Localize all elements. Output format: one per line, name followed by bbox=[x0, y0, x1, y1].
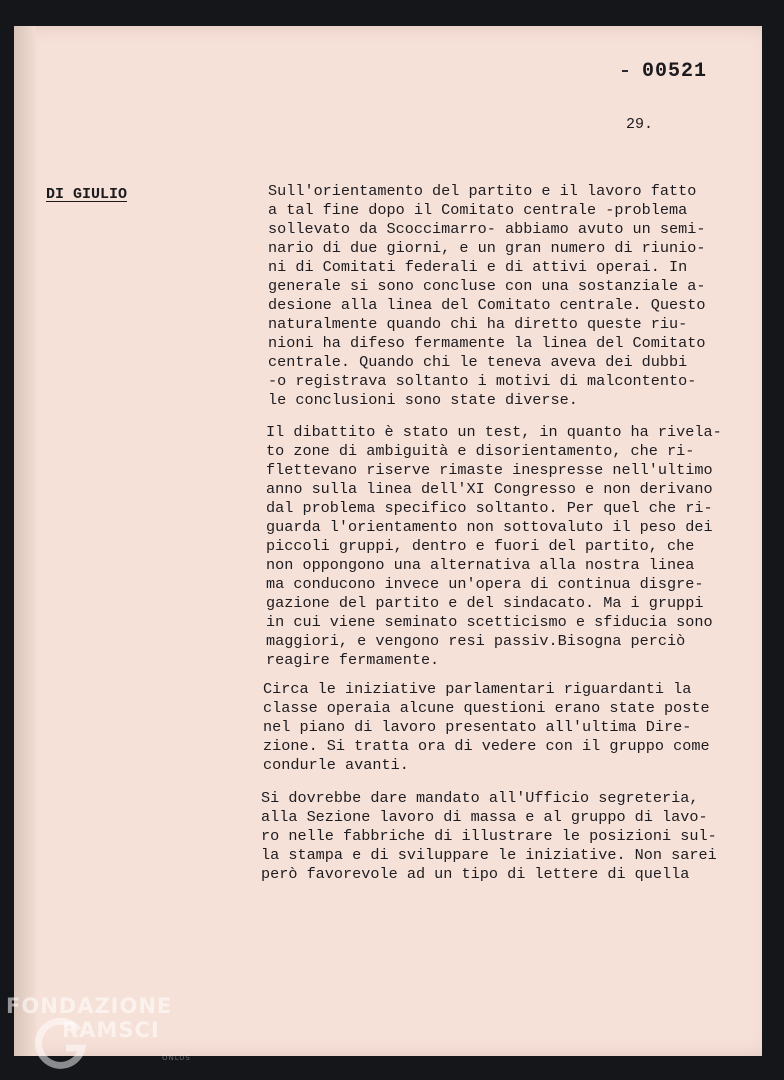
text-line: Sull'orientamento del partito e il lavoro fatto bbox=[268, 182, 697, 200]
text-line: guarda l'orientamento non sottovaluto il peso dei bbox=[266, 518, 713, 536]
text-line: ni di Comitati federali e di attivi operai. In bbox=[268, 258, 688, 276]
text-line: piccoli gruppi, dentro e fuori del partito, che bbox=[266, 537, 695, 555]
text-line: Si dovrebbe dare mandato all'Ufficio segreteria, bbox=[261, 789, 699, 807]
paragraph-2 bbox=[266, 423, 756, 670]
text-line: desione alla linea del Comitato centrale. Questo bbox=[268, 296, 706, 314]
watermark-line2: RAMSCI bbox=[62, 1018, 160, 1042]
watermark-line1: FONDAZIONE bbox=[6, 994, 173, 1018]
fondazione-gramsci-watermark bbox=[4, 992, 204, 1078]
text-line: dal problema specifico soltanto. Per quel che ri- bbox=[266, 499, 713, 517]
text-line: to zone di ambiguità e disorientamento, che ri- bbox=[266, 442, 695, 460]
paragraph-4 bbox=[261, 789, 751, 884]
text-line: nel piano di lavoro presentato all'ultima Dire- bbox=[263, 718, 692, 736]
text-line: flettevano riserve rimaste inespresse nell'ultimo bbox=[266, 461, 713, 479]
text-line: gazione del partito e del sindacato. Ma i gruppi bbox=[266, 594, 704, 612]
text-line: ro nelle fabbriche di illustrare le posizioni sul- bbox=[261, 827, 717, 845]
text-line: classe operaia alcune questioni erano state poste bbox=[263, 699, 710, 717]
text-line: alla Sezione lavoro di massa e al gruppo di lavo- bbox=[261, 808, 708, 826]
page-binding-edge bbox=[14, 26, 36, 1056]
text-line: nioni ha difeso fermamente la linea del Comitato bbox=[268, 334, 706, 352]
text-line: le conclusioni sono state diverse. bbox=[268, 391, 578, 409]
page-number: 29. bbox=[626, 116, 654, 133]
text-line: in cui viene seminato scetticismo e sfiducia sono bbox=[266, 613, 713, 631]
text-line: condurle avanti. bbox=[263, 756, 409, 774]
paragraph-1 bbox=[268, 182, 758, 410]
text-line: Circa le iniziative parlamentari riguardanti la bbox=[263, 680, 692, 698]
text-line: maggiori, e vengono resi passiv.Bisogna perciò bbox=[266, 632, 686, 650]
text-line: nario di due giorni, e un gran numero di riunio- bbox=[268, 239, 706, 257]
text-line: zione. Si tratta ora di vedere con il gruppo come bbox=[263, 737, 710, 755]
document-page bbox=[14, 26, 762, 1056]
document-number: 00521 bbox=[642, 60, 708, 83]
text-line: però favorevole ad un tipo di lettere di quella bbox=[261, 865, 690, 883]
text-line: a tal fine dopo il Comitato centrale -problema bbox=[268, 201, 688, 219]
text-line: Il dibattito è stato un test, in quanto ha rivela- bbox=[266, 423, 722, 441]
text-line: sollevato da Scoccimarro- abbiamo avuto un semi- bbox=[268, 220, 706, 238]
text-line: generale si sono concluse con una sostanziale a- bbox=[268, 277, 706, 295]
text-line: non oppongono una alternativa alla nostra linea bbox=[266, 556, 695, 574]
text-line: reagire fermamente. bbox=[266, 651, 440, 669]
text-line: -o registrava soltanto i motivi di malcontento- bbox=[268, 372, 697, 390]
text-line: la stampa e di sviluppare le iniziative. Non sarei bbox=[261, 846, 717, 864]
text-line: centrale. Quando chi le teneva aveva dei dubbi bbox=[268, 353, 688, 371]
watermark-sub: ONLUS bbox=[162, 1054, 191, 1062]
doc-number-dash bbox=[622, 70, 628, 72]
text-line: ma conducono invece un'opera di continua disgre- bbox=[266, 575, 704, 593]
text-line: naturalmente quando chi ha diretto queste riu- bbox=[268, 315, 688, 333]
paragraph-3 bbox=[263, 680, 753, 775]
text-line: anno sulla linea dell'XI Congresso e non derivano bbox=[266, 480, 713, 498]
speaker-name: DI GIULIO bbox=[46, 186, 128, 203]
